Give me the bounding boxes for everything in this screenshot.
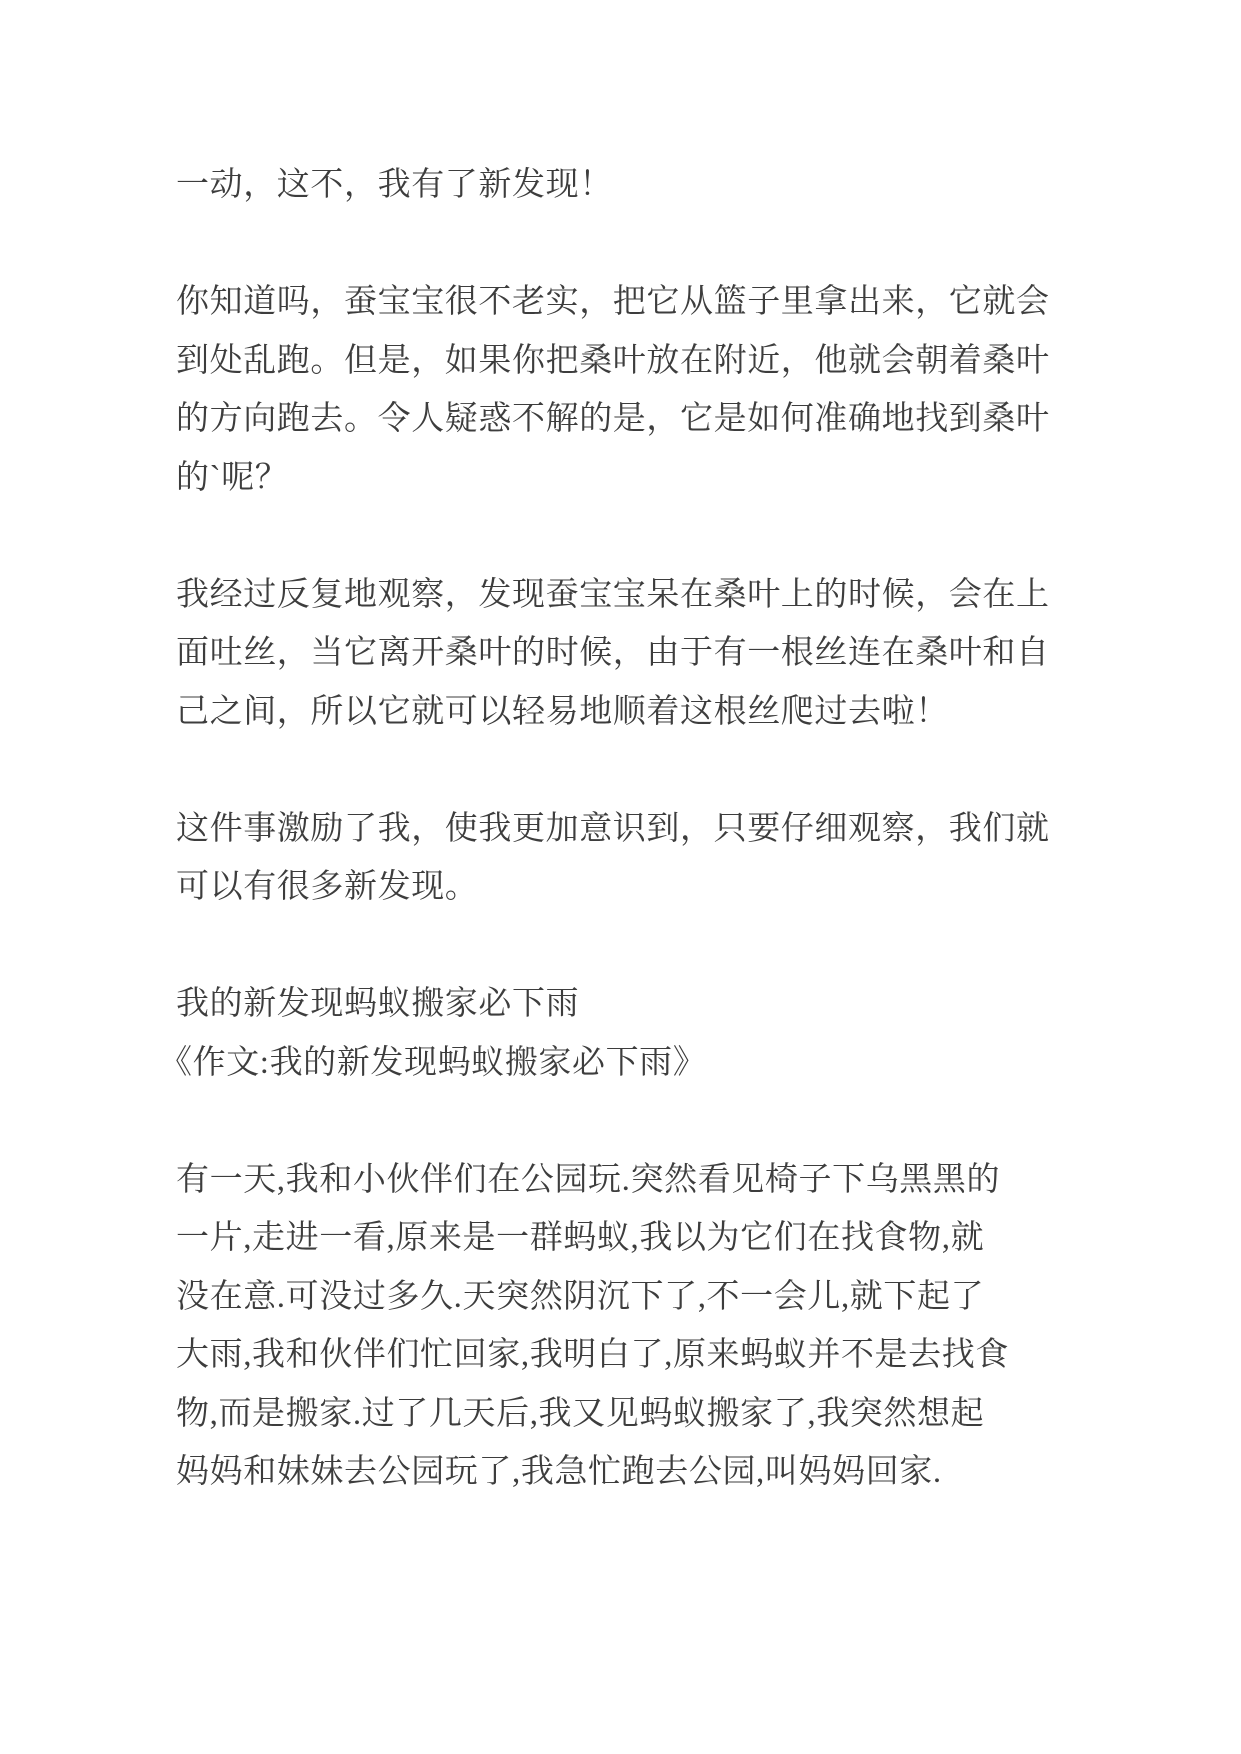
text-line: 面吐丝，当它离开桑叶的时候，由于有一根丝连在桑叶和自 bbox=[176, 635, 1050, 671]
paragraph-intro bbox=[176, 156, 1076, 215]
text-line: 我经过反复地观察，发现蚕宝宝呆在桑叶上的时候，会在上 bbox=[176, 576, 1050, 613]
text-line: 的方向跑去。令人疑惑不解的是，它是如何准确地找到桑叶 bbox=[176, 401, 1050, 437]
essay-title-line: 我的新发现蚂蚁搬家必下雨 bbox=[176, 986, 580, 1022]
text-line: 可以有很多新发现。 bbox=[176, 869, 479, 905]
paragraph-conclusion bbox=[176, 800, 1076, 917]
text-line: 的`呢？ bbox=[176, 459, 289, 496]
paragraph-silkworm-question bbox=[176, 273, 1076, 507]
text-line: 有一天,我和小伙伴们在公园玩.突然看见椅子下乌黑黑的 bbox=[176, 1161, 1001, 1198]
title-block bbox=[159, 975, 1076, 1092]
text-line: 己之间，所以它就可以轻易地顺着这根丝爬过去啦！ bbox=[176, 693, 949, 730]
text-line: 大雨,我和伙伴们忙回家,我明白了,原来蚂蚁并不是去找食 bbox=[176, 1337, 1009, 1373]
text-line: 一片,走进一看,原来是一群蚂蚁,我以为它们在找食物,就 bbox=[176, 1220, 985, 1256]
text-line: 没在意.可没过多久.天突然阴沉下了,不一会儿,就下起了 bbox=[176, 1278, 985, 1315]
text-line: 妈妈和妹妹去公园玩了,我急忙跑去公园,叫妈妈回家. bbox=[176, 1454, 942, 1490]
text-line: 这件事激励了我，使我更加意识到，只要仔细观察，我们就 bbox=[176, 810, 1050, 847]
text-line: 物,而是搬家.过了几天后,我又见蚂蚁搬家了,我突然想起 bbox=[176, 1395, 985, 1432]
text-line: 到处乱跑。但是，如果你把桑叶放在附近，他就会朝着桑叶 bbox=[176, 342, 1050, 379]
essay-content bbox=[159, 156, 1076, 1502]
paragraph-observation bbox=[176, 566, 1076, 742]
paragraph-ants-story bbox=[176, 1151, 1076, 1502]
text-line: 你知道吗，蚕宝宝很不老实，把它从篮子里拿出来，它就会 bbox=[176, 284, 1050, 320]
text-line: 一动，这不，我有了新发现！ bbox=[176, 167, 613, 203]
essay-subtitle-line: 《作文:我的新发现蚂蚁搬家必下雨》 bbox=[159, 1044, 707, 1081]
